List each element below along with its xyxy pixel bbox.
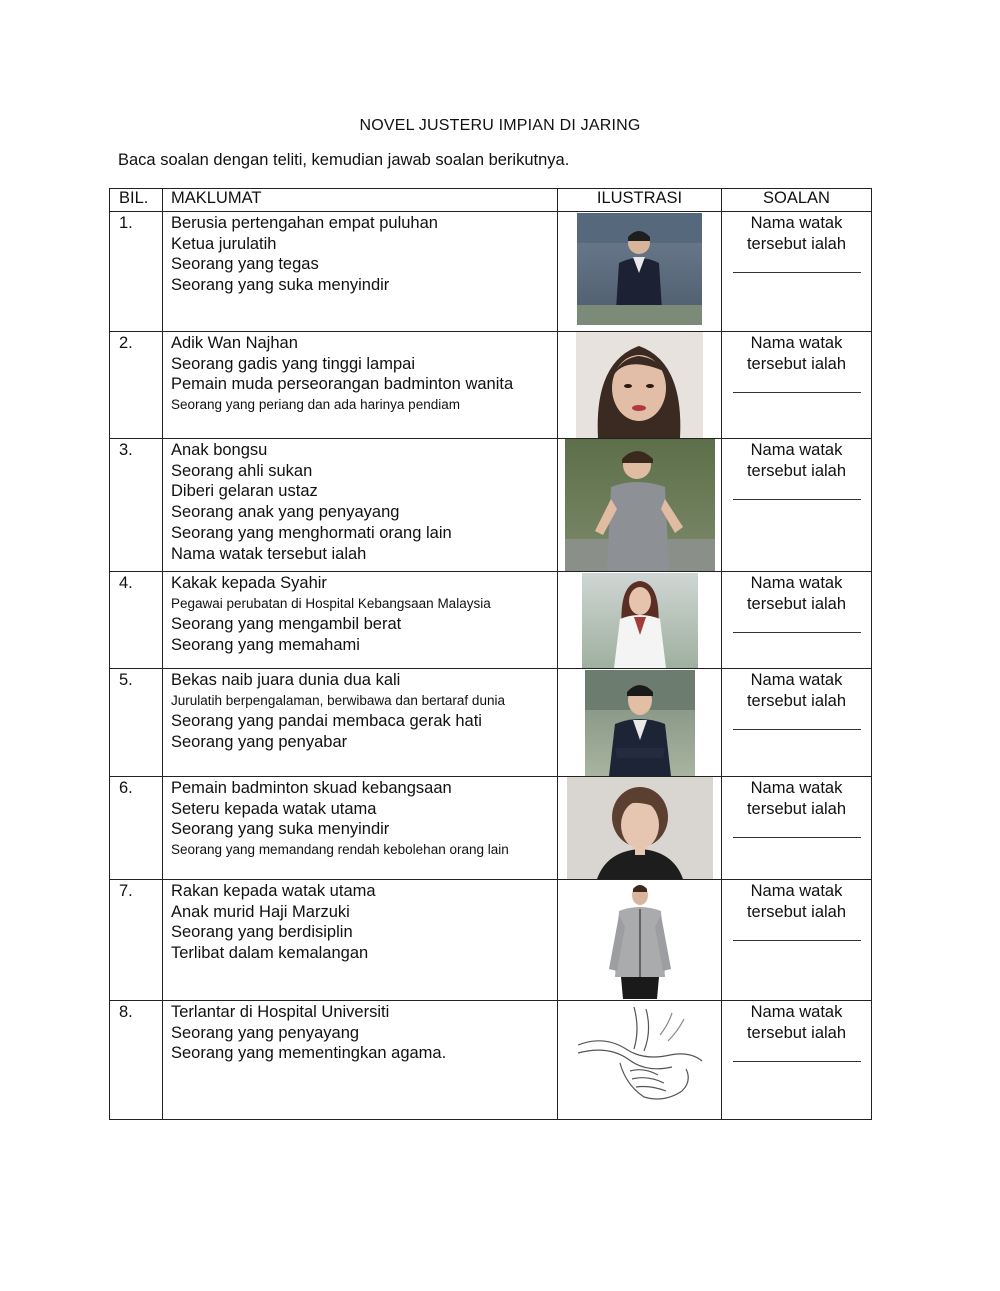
answer-blank[interactable]	[733, 825, 861, 838]
table-row	[110, 572, 872, 669]
character-photo	[565, 439, 715, 571]
question-text: tersebut ialah	[746, 461, 847, 480]
info-cell	[163, 572, 558, 669]
info-line: Seorang yang periang dan ada harinya pendiam	[171, 397, 460, 413]
question-text: Nama watak	[750, 1003, 843, 1021]
question-text: Nama watak	[750, 441, 843, 459]
header-maklumat: MAKLUMAT	[163, 189, 558, 212]
character-table	[109, 188, 872, 1120]
illustration-cell	[558, 212, 722, 332]
row-number: 6.	[110, 777, 163, 880]
info-cell	[163, 332, 558, 439]
header-ilustrasi: ILUSTRASI	[558, 189, 722, 212]
question-cell	[722, 1001, 872, 1120]
answer-blank[interactable]	[733, 620, 861, 633]
info-cell	[163, 439, 558, 572]
question-cell	[722, 777, 872, 880]
info-line: Ketua jurulatih	[171, 234, 277, 253]
question-text: Nama watak	[750, 334, 843, 352]
instruction-text: Baca soalan dengan teliti, kemudian jawab soalan berikutnya.	[118, 151, 570, 169]
info-line: Bekas naib juara dunia dua kali	[171, 671, 401, 689]
header-soalan: SOALAN	[722, 189, 872, 212]
info-line: Seorang yang memahami	[171, 636, 360, 655]
character-photo	[576, 332, 703, 438]
row-number: 8.	[110, 1001, 163, 1120]
info-line: Pemain muda perseorangan badminton wanita	[171, 375, 514, 394]
info-line: Nama watak tersebut ialah	[171, 544, 367, 563]
info-line: Seorang yang pandai membaca gerak hati	[171, 712, 482, 731]
row-number: 5.	[110, 669, 163, 777]
info-line: Seorang anak yang penyayang	[171, 503, 400, 522]
question-text: Nama watak	[750, 214, 843, 232]
info-line: Seorang yang memandang rendah kebolehan orang lain	[171, 842, 509, 858]
question-text: Nama watak	[750, 779, 843, 797]
info-line: Rakan kepada watak utama	[171, 882, 376, 900]
info-line: Diberi gelaran ustaz	[171, 482, 318, 501]
question-text: tersebut ialah	[746, 691, 847, 710]
character-photo	[585, 670, 695, 776]
answer-blank[interactable]	[733, 1049, 861, 1062]
info-line: Seorang gadis yang tinggi lampai	[171, 354, 415, 373]
illustration-cell	[558, 572, 722, 669]
question-cell	[722, 439, 872, 572]
table-row	[110, 332, 872, 439]
answer-blank[interactable]	[733, 380, 861, 393]
table-row	[110, 669, 872, 777]
info-line: Anak bongsu	[171, 441, 268, 459]
table-row	[110, 777, 872, 880]
table-row	[110, 439, 872, 572]
row-number: 4.	[110, 572, 163, 669]
info-line: Seorang yang suka menyindir	[171, 820, 390, 839]
question-text: Nama watak	[750, 574, 843, 592]
character-photo	[582, 573, 698, 668]
row-number: 2.	[110, 332, 163, 439]
info-line: Seorang yang berdisiplin	[171, 923, 353, 942]
answer-blank[interactable]	[733, 487, 861, 500]
answer-blank[interactable]	[733, 717, 861, 730]
info-line: Berusia pertengahan empat puluhan	[171, 214, 438, 232]
info-cell	[163, 669, 558, 777]
illustration-cell	[558, 777, 722, 880]
question-text: tersebut ialah	[746, 594, 847, 613]
character-photo	[595, 881, 685, 999]
illustration-cell	[558, 669, 722, 777]
question-text: Nama watak	[750, 882, 843, 900]
page-title: NOVEL JUSTERU IMPIAN DI JARING	[359, 117, 641, 134]
illustration-cell	[558, 880, 722, 1001]
answer-blank[interactable]	[733, 260, 861, 273]
question-text: tersebut ialah	[746, 902, 847, 921]
info-line: Terlibat dalam kemalangan	[171, 944, 369, 963]
info-line: Jurulatih berpengalaman, berwibawa dan bertaraf dunia	[171, 692, 505, 708]
question-text: tersebut ialah	[746, 1023, 847, 1042]
question-cell	[722, 880, 872, 1001]
question-text: Nama watak	[750, 671, 843, 689]
info-line: Seorang yang mengambil berat	[171, 615, 402, 634]
illustration-cell	[558, 332, 722, 439]
table-row	[110, 1001, 872, 1120]
question-cell	[722, 572, 872, 669]
table-row	[110, 212, 872, 332]
info-line: Anak murid Haji Marzuki	[171, 902, 350, 921]
info-line: Seteru kepada watak utama	[171, 799, 377, 818]
character-photo	[567, 777, 713, 879]
info-cell	[163, 1001, 558, 1120]
info-line: Pemain badminton skuad kebangsaan	[171, 779, 452, 797]
info-cell	[163, 777, 558, 880]
info-cell	[163, 212, 558, 332]
info-line: Terlantar di Hospital Universiti	[171, 1003, 390, 1021]
info-line: Kakak kepada Syahir	[171, 574, 327, 592]
info-line: Seorang yang mementingkan agama.	[171, 1044, 447, 1063]
illustration-cell	[558, 1001, 722, 1120]
header-bil: BIL.	[110, 189, 163, 212]
row-number: 3.	[110, 439, 163, 572]
info-line: Adik Wan Najhan	[171, 334, 298, 352]
info-line: Seorang ahli sukan	[171, 461, 313, 480]
info-line: Seorang yang penyabar	[171, 733, 348, 752]
info-line: Seorang yang suka menyindir	[171, 276, 390, 295]
info-line: Pegawai perubatan di Hospital Kebangsaan Malaysia	[171, 595, 491, 611]
question-cell	[722, 332, 872, 439]
question-cell	[722, 212, 872, 332]
info-cell	[163, 880, 558, 1001]
answer-blank[interactable]	[733, 928, 861, 941]
question-text: tersebut ialah	[746, 234, 847, 253]
character-photo	[577, 213, 702, 325]
info-line: Seorang yang tegas	[171, 255, 319, 274]
info-line: Seorang yang penyayang	[171, 1023, 360, 1042]
row-number: 1.	[110, 212, 163, 332]
holding-hands-sketch	[574, 1005, 706, 1105]
table-header-row	[110, 189, 872, 212]
question-text: tersebut ialah	[746, 799, 847, 818]
question-text: tersebut ialah	[746, 354, 847, 373]
question-cell	[722, 669, 872, 777]
illustration-cell	[558, 439, 722, 572]
table-row	[110, 880, 872, 1001]
row-number: 7.	[110, 880, 163, 1001]
info-line: Seorang yang menghormati orang lain	[171, 523, 452, 542]
